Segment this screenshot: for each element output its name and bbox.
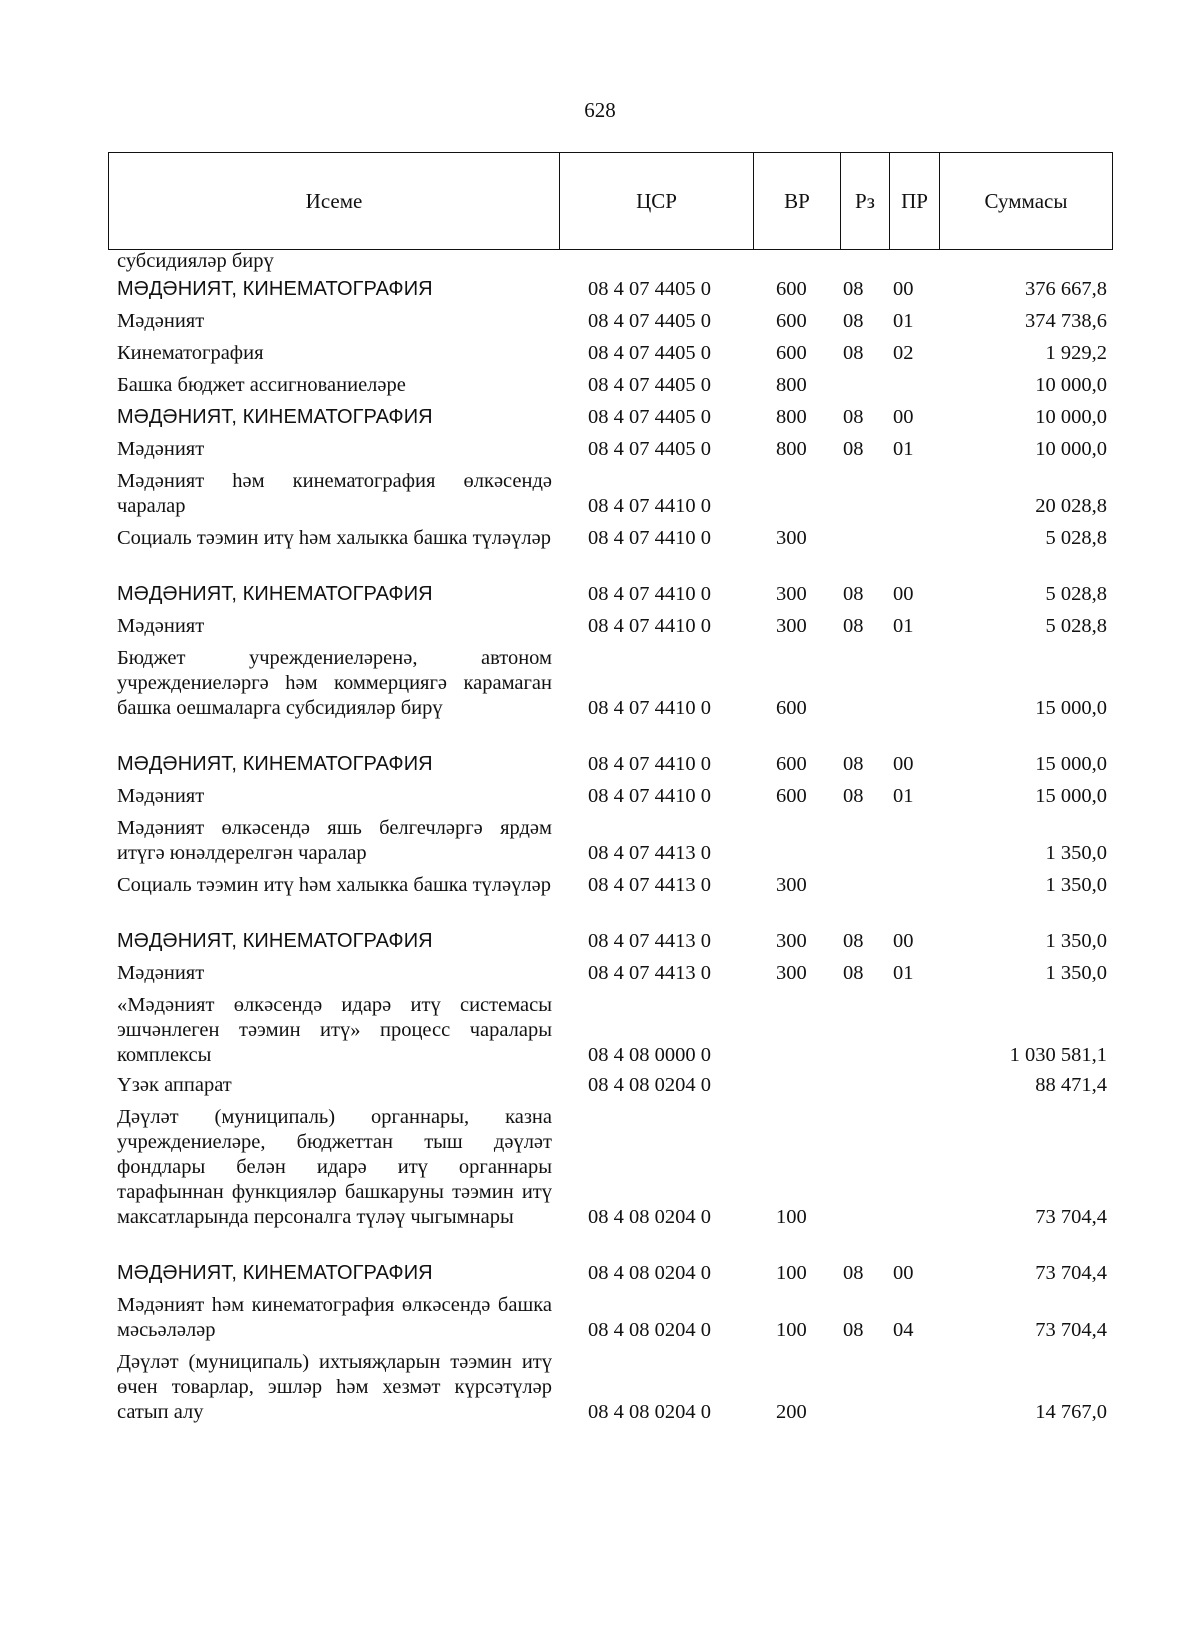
cell-vr: 100 <box>776 1319 807 1341</box>
cell-sum: 73 704,4 <box>1035 1206 1107 1228</box>
cell-sum: 15 000,0 <box>1035 753 1107 775</box>
cell-csr: 08 4 07 4405 0 <box>588 374 711 396</box>
cell-name: Мәдәният <box>117 438 205 460</box>
cell-vr: 100 <box>776 1206 807 1228</box>
cell-pr: 01 <box>893 438 914 460</box>
cell-sum: 14 767,0 <box>1035 1401 1107 1423</box>
cell-pr: 00 <box>893 278 914 300</box>
cell-sum: 15 000,0 <box>1035 785 1107 807</box>
cell-sum: 1 350,0 <box>1045 874 1107 896</box>
cell-name: Мәдәният <box>117 615 205 637</box>
cell-name: «Мәдәният өлкәсендә идарә итү системасы эшчәнлеген тәэмин итү» процесс чаралары комплексы <box>117 994 552 1066</box>
cell-sum: 1 350,0 <box>1045 962 1107 984</box>
cell-pr: 00 <box>893 753 914 775</box>
cell-rz: 08 <box>843 962 864 984</box>
cell-name: Мәдәният һәм кинематография өлкәсендә башка мәсьәләләр <box>117 1294 552 1341</box>
cell-name: Мәдәният <box>117 962 205 984</box>
cell-vr: 300 <box>776 527 807 549</box>
cell-sum: 73 704,4 <box>1035 1319 1107 1341</box>
cell-sum: 1 350,0 <box>1045 842 1107 864</box>
cell-name: Мәдәният өлкәсендә яшь белгечләргә ярдәм итүгә юнәлдерелгән чаралар <box>117 817 552 864</box>
table-row <box>0 1293 1200 1343</box>
cell-csr: 08 4 07 4405 0 <box>588 406 711 428</box>
cell-rz: 08 <box>843 1319 864 1341</box>
cell-csr: 08 4 07 4410 0 <box>588 583 711 605</box>
cell-rz: 08 <box>843 753 864 775</box>
header-csr: ЦСР <box>560 153 754 249</box>
header-rz: Рз <box>841 153 890 249</box>
table-row <box>0 249 1200 274</box>
table-row <box>0 784 1200 809</box>
cell-pr: 00 <box>893 583 914 605</box>
cell-vr: 300 <box>776 615 807 637</box>
cell-csr: 08 4 07 4410 0 <box>588 753 711 775</box>
cell-csr: 08 4 07 4405 0 <box>588 342 711 364</box>
cell-rz: 08 <box>843 615 864 637</box>
cell-sum: 10 000,0 <box>1035 374 1107 396</box>
cell-name: Башка бюджет ассигнованиеләре <box>117 374 406 396</box>
cell-rz: 08 <box>843 438 864 460</box>
cell-vr: 800 <box>776 406 807 428</box>
cell-vr: 800 <box>776 438 807 460</box>
table-row <box>0 614 1200 639</box>
cell-name: Үзәк аппарат <box>117 1074 232 1096</box>
cell-csr: 08 4 07 4405 0 <box>588 438 711 460</box>
cell-csr: 08 4 08 0204 0 <box>588 1319 711 1341</box>
table-row <box>0 816 1200 866</box>
cell-rz: 08 <box>843 278 864 300</box>
table-row <box>0 752 1200 777</box>
table-row <box>0 526 1200 551</box>
cell-vr: 600 <box>776 342 807 364</box>
cell-pr: 01 <box>893 962 914 984</box>
cell-rz: 08 <box>843 406 864 428</box>
cell-pr: 00 <box>893 930 914 952</box>
cell-name: Мәдәният һәм кинематография өлкәсендә чаралар <box>117 470 552 517</box>
cell-sum: 5 028,8 <box>1045 583 1107 605</box>
cell-pr: 01 <box>893 310 914 332</box>
header-name: Исеме <box>109 153 560 249</box>
cell-csr: 08 4 07 4413 0 <box>588 874 711 896</box>
cell-sum: 1 030 581,1 <box>1009 1044 1107 1066</box>
cell-vr: 600 <box>776 753 807 775</box>
cell-pr: 02 <box>893 342 914 364</box>
cell-sum: 376 667,8 <box>1025 278 1107 300</box>
table-row <box>0 1073 1200 1098</box>
cell-sum: 5 028,8 <box>1045 527 1107 549</box>
cell-csr: 08 4 08 0204 0 <box>588 1074 711 1096</box>
cell-vr: 300 <box>776 874 807 896</box>
cell-rz: 08 <box>843 342 864 364</box>
header-sum: Суммасы <box>984 188 1068 213</box>
table-row <box>0 929 1200 954</box>
page-number: 628 <box>584 98 616 122</box>
cell-pr: 00 <box>893 1262 914 1284</box>
cell-name: МӘДӘНИЯТ, КИНЕМАТОГРАФИЯ <box>117 278 433 300</box>
cell-csr: 08 4 07 4413 0 <box>588 962 711 984</box>
cell-csr: 08 4 07 4410 0 <box>588 615 711 637</box>
table-row <box>0 469 1200 519</box>
cell-pr: 01 <box>893 785 914 807</box>
cell-name: МӘДӘНИЯТ, КИНЕМАТОГРАФИЯ <box>117 583 433 605</box>
cell-name: Социаль тәэмин итү һәм халыкка башка түләүләр <box>117 874 551 896</box>
cell-csr: 08 4 07 4410 0 <box>588 527 711 549</box>
cell-csr: 08 4 07 4410 0 <box>588 785 711 807</box>
cell-csr: 08 4 07 4410 0 <box>588 697 711 719</box>
cell-rz: 08 <box>843 583 864 605</box>
cell-name: Мәдәният <box>117 310 205 332</box>
cell-csr: 08 4 08 0204 0 <box>588 1206 711 1228</box>
cell-sum: 1 929,2 <box>1045 342 1107 364</box>
cell-vr: 300 <box>776 583 807 605</box>
table-row <box>0 993 1200 1068</box>
cell-pr: 01 <box>893 615 914 637</box>
table-row <box>0 873 1200 898</box>
table-row <box>0 961 1200 986</box>
table-row <box>0 373 1200 398</box>
cell-name: МӘДӘНИЯТ, КИНЕМАТОГРАФИЯ <box>117 406 433 428</box>
cell-csr: 08 4 07 4413 0 <box>588 930 711 952</box>
cell-name: Кинематография <box>117 342 264 364</box>
table-row <box>0 646 1200 721</box>
cell-csr: 08 4 08 0204 0 <box>588 1401 711 1423</box>
cell-name: Дәүләт (муниципаль) органнары, казна учреждениеләре, бюджеттан тыш дәүләт фондлары белән идарә итү органнары тарафыннан функцияләр башкаруны тәэмин итү максатларында персоналга түләү чыгымнары <box>117 1106 552 1228</box>
table-row <box>0 405 1200 430</box>
cell-name: МӘДӘНИЯТ, КИНЕМАТОГРАФИЯ <box>117 930 433 952</box>
cell-csr: 08 4 08 0204 0 <box>588 1262 711 1284</box>
cell-sum: 1 350,0 <box>1045 930 1107 952</box>
table-row <box>0 437 1200 462</box>
cell-name: МӘДӘНИЯТ, КИНЕМАТОГРАФИЯ <box>117 1262 433 1284</box>
cell-csr: 08 4 07 4410 0 <box>588 495 711 517</box>
cell-vr: 300 <box>776 930 807 952</box>
cell-vr: 800 <box>776 374 807 396</box>
cell-vr: 300 <box>776 962 807 984</box>
cell-csr: 08 4 07 4405 0 <box>588 310 711 332</box>
cell-vr: 600 <box>776 310 807 332</box>
header-pr: ПР <box>890 153 940 249</box>
cell-sum: 20 028,8 <box>1035 495 1107 517</box>
cell-sum: 10 000,0 <box>1035 438 1107 460</box>
table-row <box>0 309 1200 334</box>
table-row <box>0 277 1200 302</box>
table-row <box>0 1261 1200 1286</box>
cell-sum: 15 000,0 <box>1035 697 1107 719</box>
cell-rz: 08 <box>843 1262 864 1284</box>
cell-sum: 374 738,6 <box>1025 310 1107 332</box>
cell-rz: 08 <box>843 930 864 952</box>
cell-vr: 200 <box>776 1401 807 1423</box>
cell-csr: 08 4 07 4413 0 <box>588 842 711 864</box>
cell-name: Бюджет учреждениеләренә, автоном учреждениеләргә һәм коммерциягә карамаган башка оешмаларга субсидияләр бирү <box>117 647 552 719</box>
cell-pr: 00 <box>893 406 914 428</box>
cell-rz: 08 <box>843 310 864 332</box>
cell-name: МӘДӘНИЯТ, КИНЕМАТОГРАФИЯ <box>117 753 433 775</box>
cell-name: Социаль тәэмин итү һәм халыкка башка түләүләр <box>117 527 551 549</box>
table-row <box>0 341 1200 366</box>
cell-csr: 08 4 08 0000 0 <box>588 1044 711 1066</box>
cell-sum: 10 000,0 <box>1035 406 1107 428</box>
cell-vr: 600 <box>776 785 807 807</box>
cell-sum: 88 471,4 <box>1035 1074 1107 1096</box>
cell-sum: 73 704,4 <box>1035 1262 1107 1284</box>
cell-csr: 08 4 07 4405 0 <box>588 278 711 300</box>
cell-vr: 600 <box>776 697 807 719</box>
table-row <box>0 1350 1200 1425</box>
cell-name: Дәүләт (муниципаль) ихтыяҗларын тәэмин итү өчен товарлар, эшләр һәм хезмәт күрсәтүләр сатып алу <box>117 1351 552 1423</box>
cell-name: субсидияләр бирү <box>117 250 274 272</box>
cell-pr: 04 <box>893 1319 914 1341</box>
table-row <box>0 582 1200 607</box>
cell-vr: 600 <box>776 278 807 300</box>
cell-name: Мәдәният <box>117 785 205 807</box>
cell-sum: 5 028,8 <box>1045 615 1107 637</box>
header-vr: ВР <box>754 153 841 249</box>
cell-rz: 08 <box>843 785 864 807</box>
table-row <box>0 1105 1200 1230</box>
cell-vr: 100 <box>776 1262 807 1284</box>
